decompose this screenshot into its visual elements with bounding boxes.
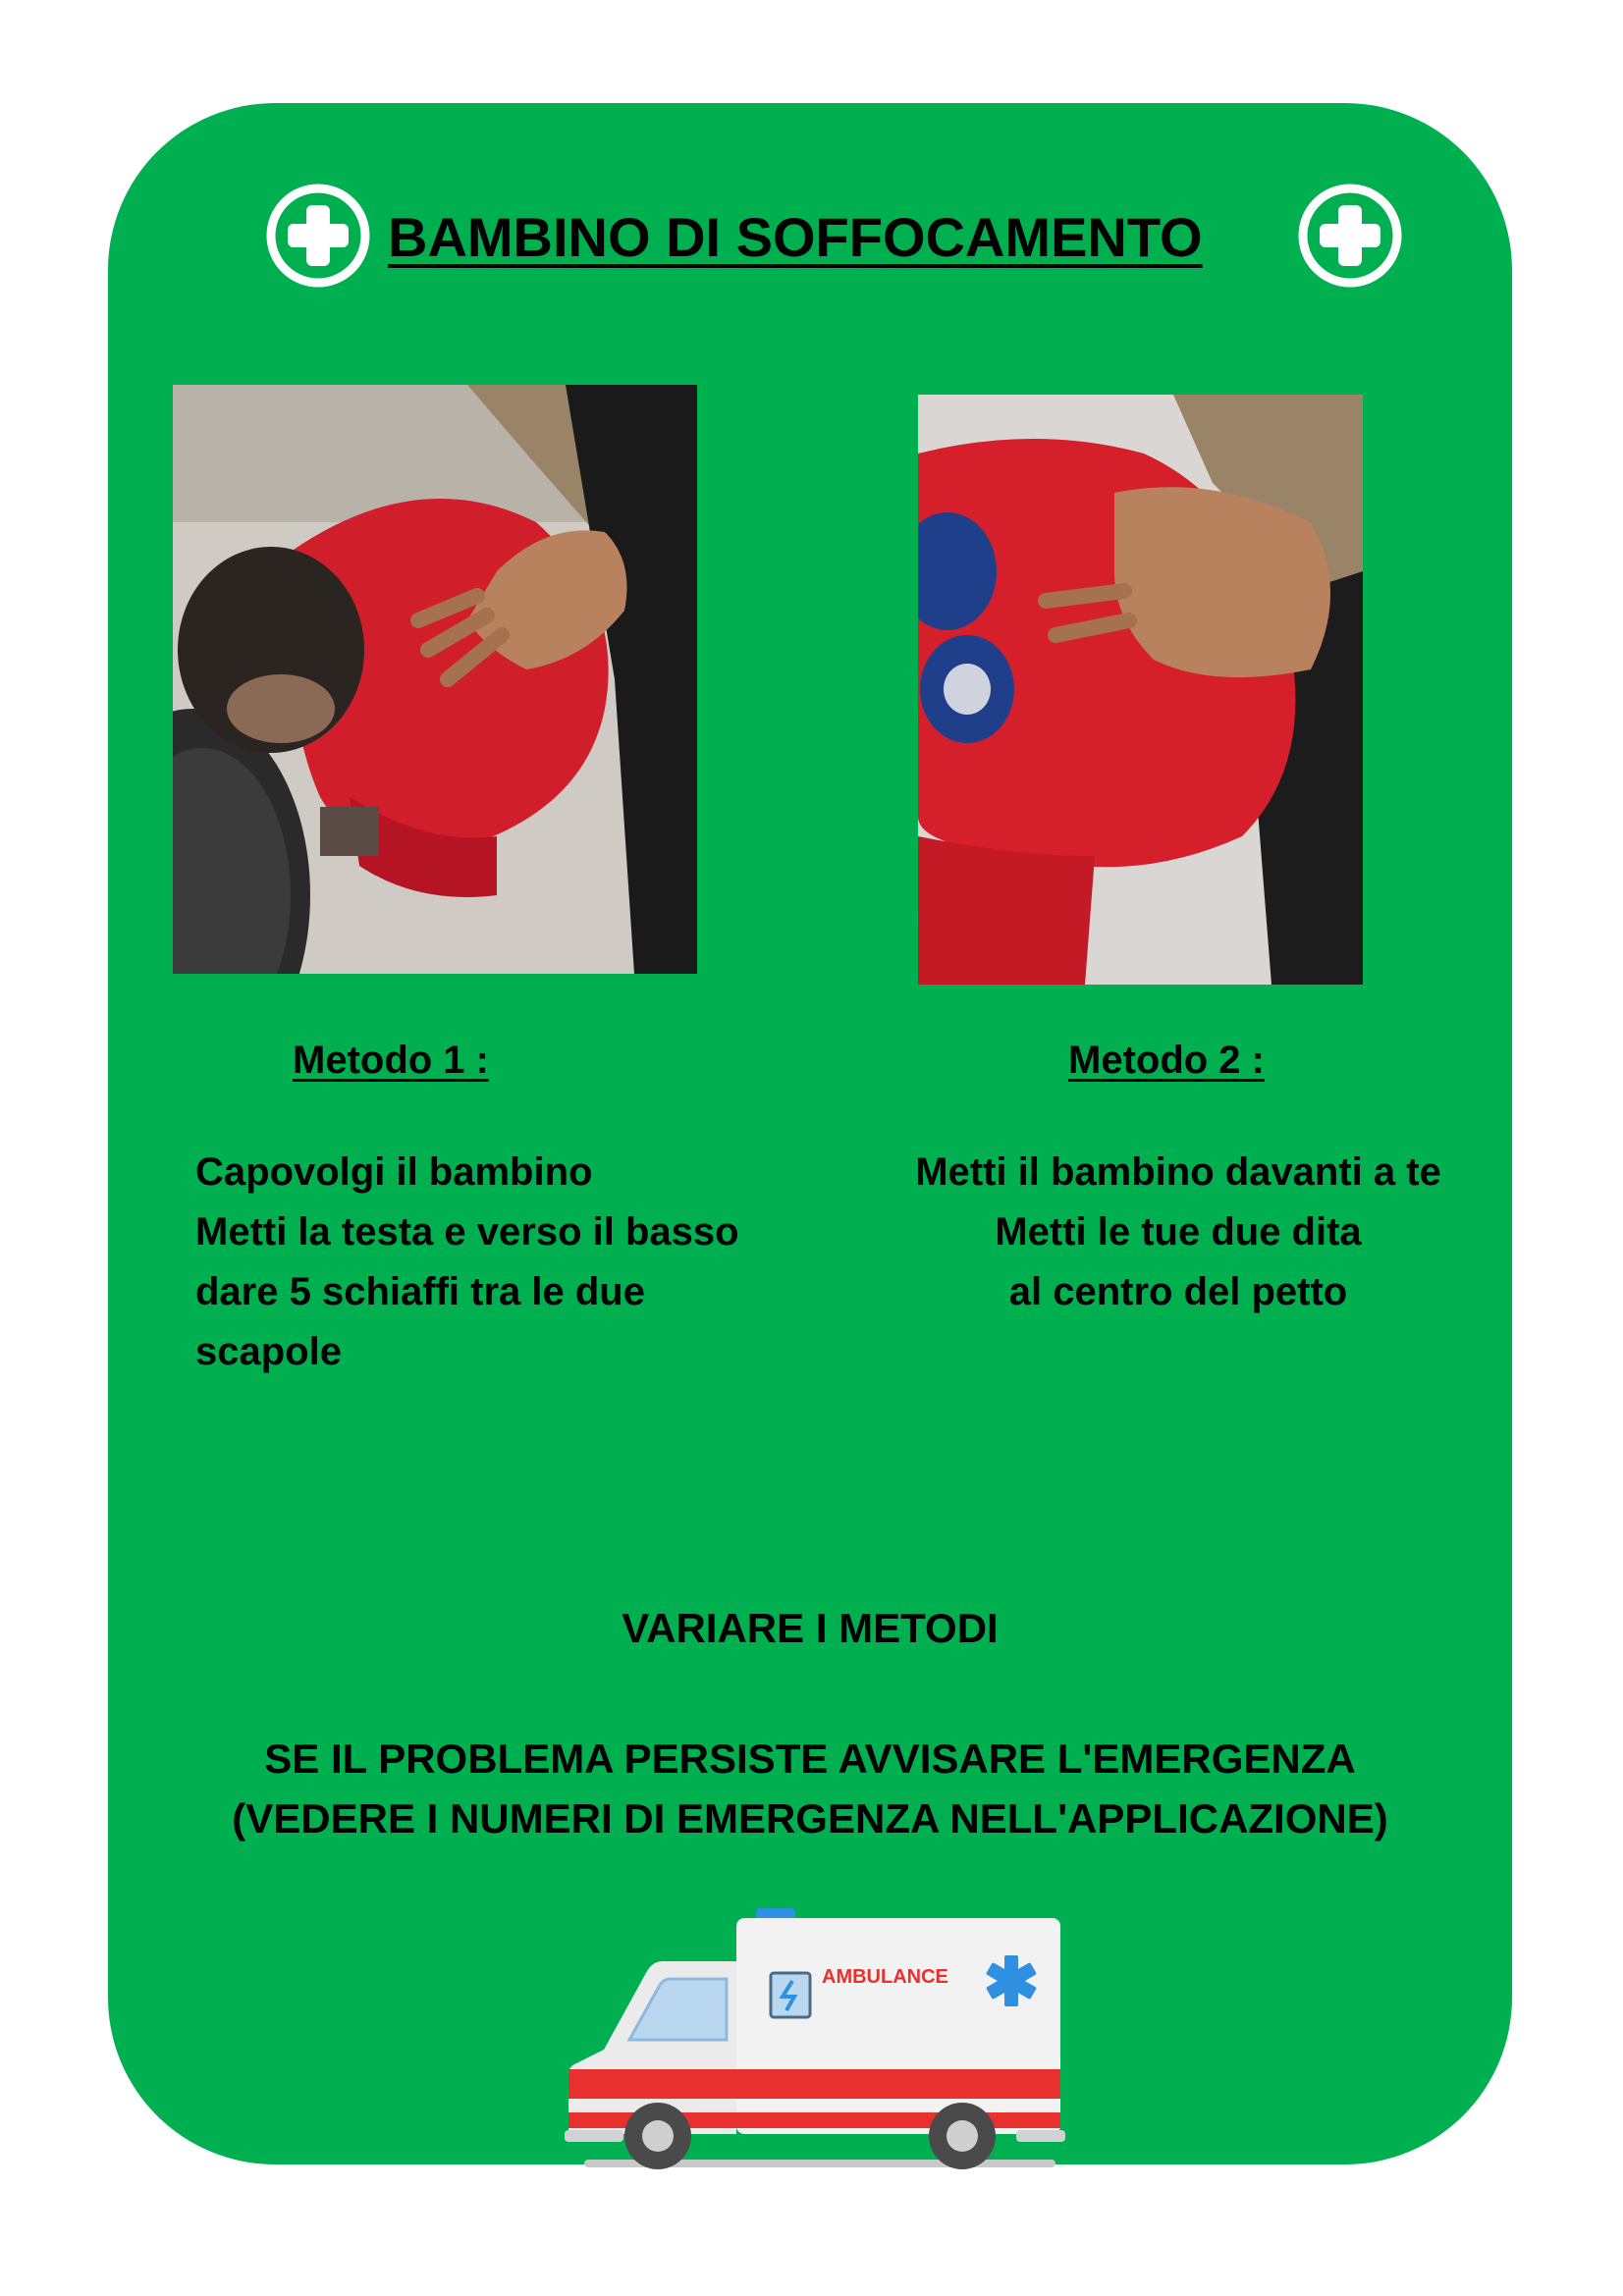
title-row [0,184,1623,292]
step-line: Metti la testa e verso il basso [195,1210,739,1254]
step-line: al centro del petto [1008,1270,1348,1313]
ambulance-text: AMBULANCE [822,1966,948,1988]
first-aid-cross-icon [1298,184,1402,288]
page-title: BAMBINO DI SOFFOCAMENTO [388,206,1203,268]
ambulance-icon [565,1902,1075,2173]
step-line: Metti il bambino davanti a te [915,1150,1441,1194]
step-line: Metti le tue due dita [995,1210,1362,1254]
step-line: Capovolgi il bambino [195,1150,593,1194]
method-2-photo [918,395,1363,985]
step-line: scapole [195,1330,342,1373]
method-2-steps [864,1143,1492,1322]
method-2-label: Metodo 2 : [1068,1039,1265,1082]
emergency-warning-line-2: (VEDERE I NUMERI DI EMERGENZA NELL'APPLICAZIONE) [232,1795,1388,1842]
emergency-warning-line-1: SE IL PROBLEMA PERSISTE AVVISARE L'EMERGENZA [264,1735,1356,1782]
method-1-label: Metodo 1 : [293,1039,489,1082]
method-1-steps [195,1143,739,1382]
step-line: dare 5 schiaffi tra le due [195,1270,645,1313]
vary-methods-text: VARIARE I METODI [622,1605,999,1651]
method-1-photo [173,385,697,974]
first-aid-cross-icon [266,184,370,288]
